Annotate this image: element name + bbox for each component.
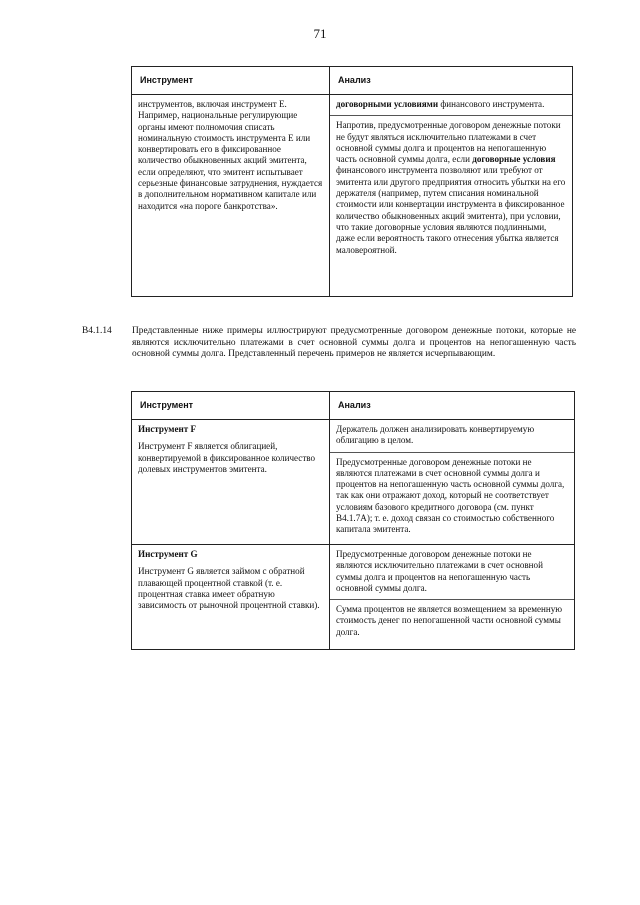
paragraph-b4-1-14: [82, 326, 576, 361]
analysis-paragraph: Предусмотренные договором денежные потоки не являются исключительно платежами в счет основной суммы долга и процентов на непогашенную часть основной суммы долга.: [336, 549, 543, 593]
paragraph-text: Представленные ниже примеры иллюстрируют предусмотренные договором денежные потоки, которые не являются исключительно платежами в счет основной суммы долга и процентов на непогашенную часть основной суммы долга. Представленный перечень примеров не является исчерпывающим.: [132, 326, 576, 359]
table-row: [132, 545, 575, 650]
table-header-row: [132, 67, 573, 95]
analysis-paragraph: договорными условиями финансового инструмента.: [336, 99, 545, 109]
analysis-paragraph: Держатель должен анализировать конвертируемую облигацию в целом.: [336, 424, 535, 446]
bold-term: договорными условиями: [336, 99, 439, 109]
analysis-paragraph: Сумма процентов не является возмещением за временную стоимость денег по непогашенной части основной суммы долга.: [336, 604, 563, 637]
analysis-cell: [330, 420, 575, 545]
page-number: 71: [313, 26, 327, 41]
table-row: [132, 420, 575, 545]
examples-table: [131, 391, 575, 650]
paragraph-number: B4.1.14: [82, 326, 112, 336]
table-header-row: [132, 392, 575, 420]
instrument-title: Инструмент F: [138, 424, 197, 434]
header-instrument: Инструмент: [132, 67, 330, 95]
analysis-cell: [330, 545, 575, 650]
table-row: [132, 95, 573, 297]
cell-divider: [330, 115, 572, 116]
instrument-description: Инструмент G является займом с обратной плавающей процентной ставкой (т. е. процентная ставка имеет обратную зависимость от рыночной процентной ставки).: [138, 566, 320, 611]
cell-divider: [330, 599, 574, 600]
analysis-paragraph: Предусмотренные договором денежные потоки не являются платежами в счет основной суммы долга и процентов на непогашенную часть основной суммы долга, так как они отражают доход, который не соответствует условиям базового кредитного договора (см. пункт В4.1.7А); т. е. доход связан со стоимостью собственного капитала эмитента.: [336, 456, 565, 535]
instrument-e-text: инструментов, включая инструмент Е. Например, национальные регулирующие органы имеют полномочия списать номинальную стоимость инструмента Е или конвертировать его в фиксированное количество обыкновенных акций эмитента, если определяют, что эмитент испытывает серьезные финансовые затруднения, нуждается в дополнительном нормативном капитале или находится «на пороге банкротства».: [138, 99, 323, 211]
continued-instrument-table: [131, 66, 573, 297]
instrument-cell: [132, 420, 330, 545]
analysis-paragraph: Напротив, предусмотренные договором денежные потоки не будут являться исключительно платежами в счет основной суммы долга и процентов на непогашенную часть основной суммы долга, если договорные условия финансового инструмента позволяют или требуют от эмитента или другого предприятия относить убытки на его держателя (например, путем списания номинальной стоимости или конвертации инструмента в фиксированное количество обыкновенных акций эмитента), при условии, что такие договорные условия являются подлинными, даже если вероятность такого отнесения убытка является маловероятной.: [336, 120, 566, 255]
instrument-description: Инструмент F является облигацией, конвертируемой в фиксированное количество долевых инструментов эмитента.: [138, 441, 316, 474]
header-analysis: Анализ: [330, 392, 575, 420]
instrument-cell: [132, 545, 330, 650]
bold-term: договорные условия: [472, 154, 556, 165]
header-analysis: Анализ: [330, 67, 573, 95]
header-instrument: Инструмент: [132, 392, 330, 420]
analysis-cell: [330, 95, 573, 297]
instrument-description: [132, 95, 330, 297]
cell-divider: [330, 452, 574, 453]
instrument-title: Инструмент G: [138, 549, 198, 559]
